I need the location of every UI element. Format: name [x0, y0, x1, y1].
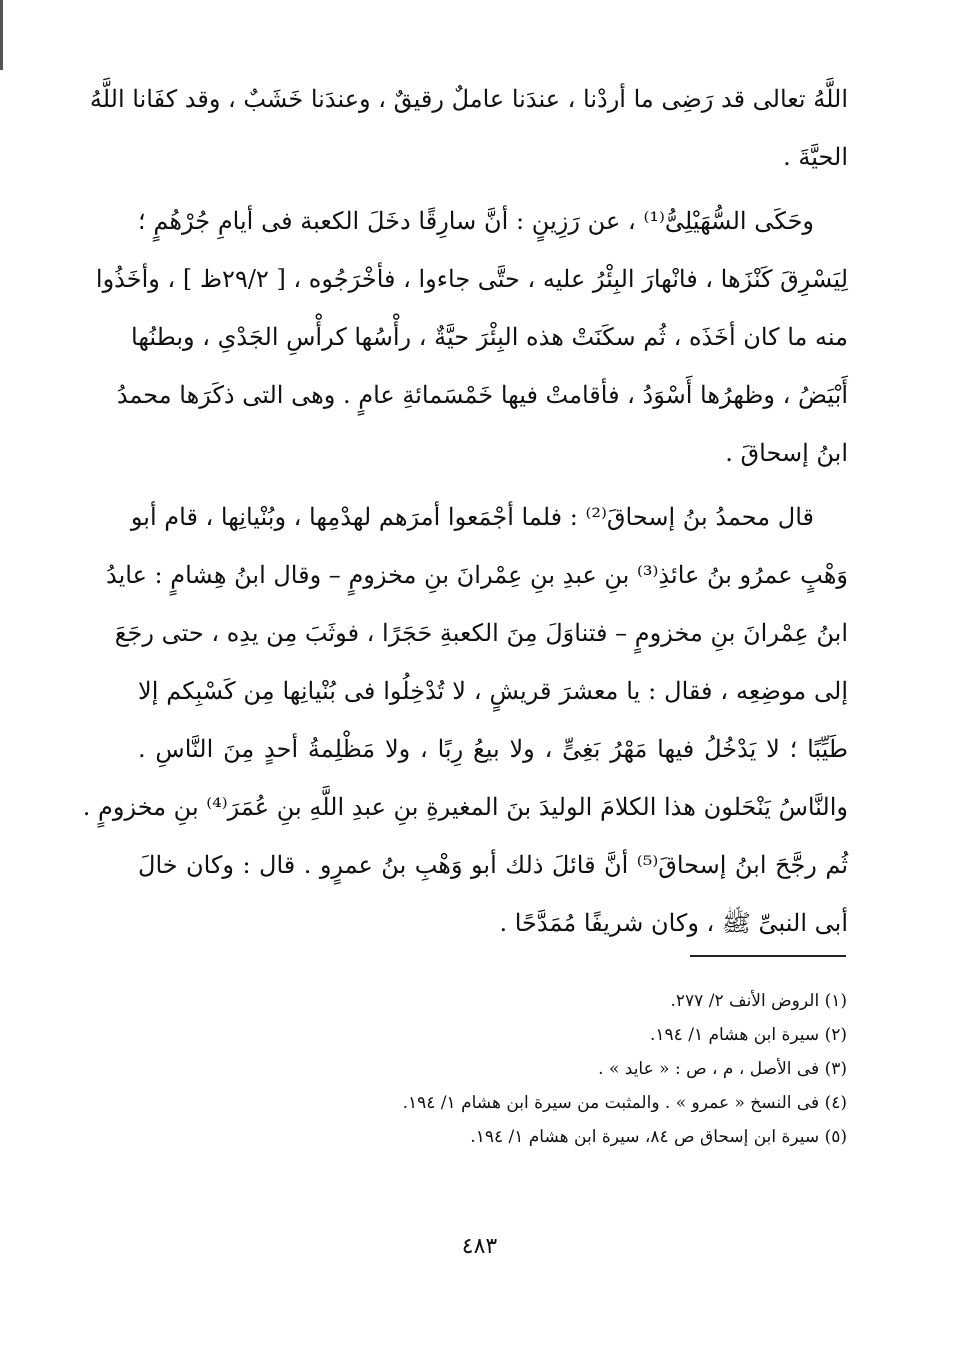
text-line: لِيَسْرِقَ كَنْزَها ، فانْهارَ البِئْرُ عليه ، حتَّى جاءوا ، فأخْرَجُوه ، [ ٢٩/٢ظ ] ، وأخَذُوا [95, 265, 848, 293]
footnote-2: (٢) سيرة ابن هشام ١/ ١٩٤. [649, 1025, 847, 1045]
main-text [82, 70, 848, 958]
paragraph-1 [89, 70, 848, 186]
text-line: الحيَّةَ . [783, 143, 848, 171]
text-line: وحَكَى السُّهَيْلِىُّ⁽¹⁾ ، عن رَزِينٍ : أنَّ سارِقًا دخَلَ الكعبة فى أيامِ جُرْهُمٍ ؛ [138, 207, 814, 235]
text-line: والنَّاسُ يَنْحَلون هذا الكلامَ الوليدَ بنَ المغيرةِ بنِ عبدِ اللَّهِ بنِ عُمَرَ⁽⁴⁾ بنِ مخزومٍ . [82, 793, 848, 821]
footnote-5: (٥) سيرة ابن إسحاق ص ٨٤، سيرة ابن هشام ١/ ١٩٤. [470, 1127, 847, 1147]
scan-edge-mark [0, 0, 3, 70]
text-line: طَيِّبًا ؛ لا يَدْخُلُ فيها مَهْرُ بَغِىٍّ ، ولا بيعُ رِبًا ، ولا مَظْلِمةُ أحدٍ مِنَ النَّاسِ . [138, 735, 848, 763]
footnote-1: (١) الروض الأنف ٢/ ٢٧٧. [670, 991, 847, 1011]
footnote-4: (٤) فى النسخ « عمرو » . والمثبت من سيرة ابن هشام ١/ ١٩٤. [402, 1093, 847, 1113]
text-line: وَهْبٍ عمرُو بنُ عائذِ⁽³⁾ بنِ عبدِ بنِ عِمْرانَ بنِ مخزومٍ – وقال ابنُ هِشامٍ : عايدُ [106, 561, 848, 589]
footnote-separator [690, 955, 846, 957]
page-number: ٤٨٣ [461, 1234, 498, 1259]
text-line: اللَّهُ تعالى قد رَضِى ما أردْنا ، عندَنا عاملٌ رقيقٌ ، وعندَنا خَشَبٌ ، وقد كفَانا اللَّهُ [89, 85, 848, 113]
text-line: ابنُ عِمْرانَ بنِ مخزومٍ – فتناوَلَ مِنَ الكعبةِ حَجَرًا ، فوثَبَ مِن يدِه ، حتى رجَعَ [114, 619, 848, 647]
text-line: أَبْيَضُ ، وظهرُها أَسْوَدُ ، فأقامتْ فيها خَمْسَمائةِ عامٍ . وهى التى ذكَرَها محمدُ [116, 381, 848, 409]
text-line: إلى موضِعِه ، فقال : يا معشرَ قريشٍ ، لا تُدْخِلُوا فى بُنْيانِها مِن كَسْبِكم إلا [138, 677, 848, 705]
text-line: منه ما كان أخَذَه ، ثُم سكَنَتْ هذه البِئْرَ حيَّةٌ ، رأْسُها كرأْسِ الجَدْىِ ، وبطنُها [131, 323, 848, 351]
footnote-3: (٣) فى الأصل ، م ، ص : « عايد » . [598, 1059, 847, 1079]
text-line: أبى النبىِّ ﷺ ، وكان شريفًا مُمَدَّحًا . [499, 909, 848, 937]
text-line: ابنُ إسحاقَ . [725, 439, 848, 467]
paragraph-3 [82, 488, 848, 952]
paragraph-2 [95, 192, 848, 482]
text-line: قال محمدُ بنُ إسحاقَ⁽²⁾ : فلما أجْمَعوا أمرَهم لهدْمِها ، وبُنْيانِها ، قام أبو [130, 503, 814, 531]
text-line: ثُم رجَّحَ ابنُ إسحاقَ⁽⁵⁾ أنَّ قائلَ ذلك أبو وَهْبِ بنُ عمرٍو . قال : وكان خالَ [138, 851, 848, 879]
footnotes [327, 984, 847, 1154]
